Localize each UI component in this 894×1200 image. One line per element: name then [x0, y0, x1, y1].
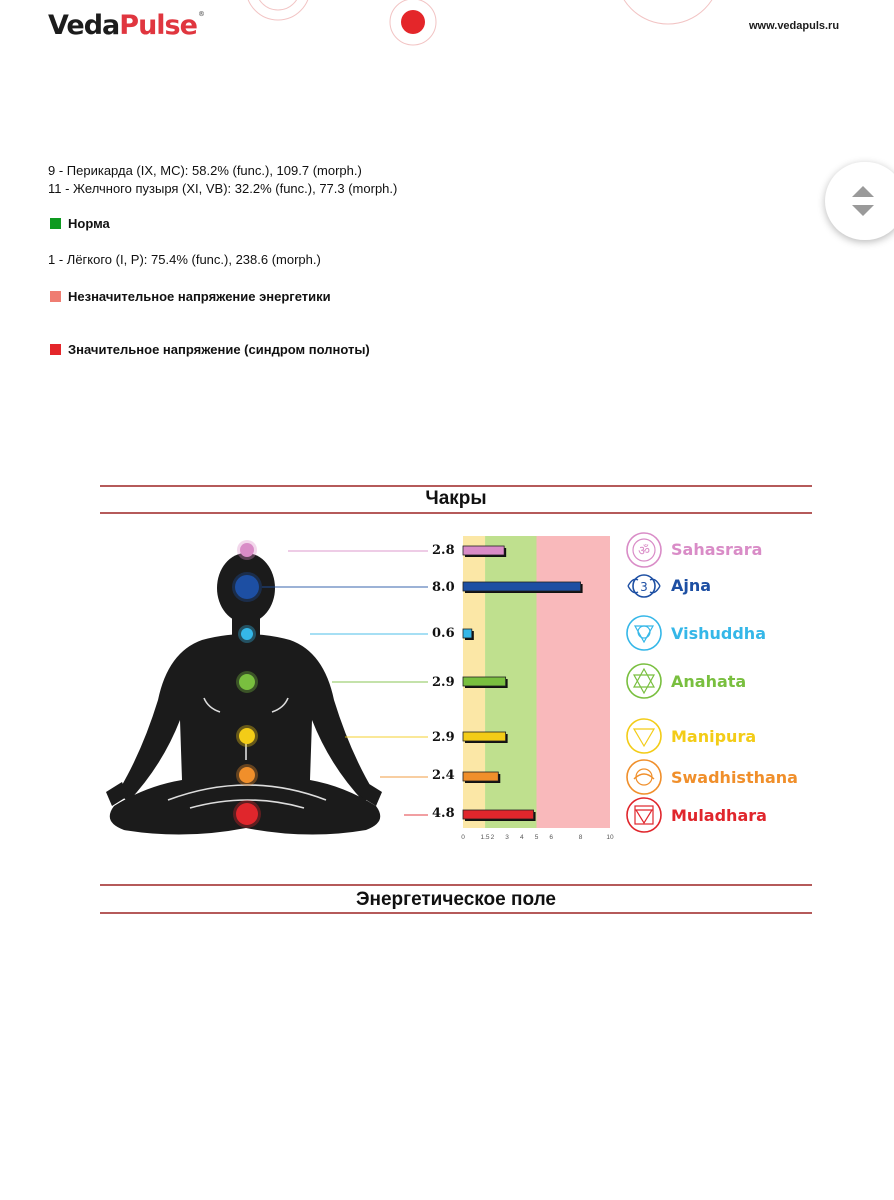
bar-ajna [463, 582, 581, 591]
meridian-line-pericardium: 9 - Перикарда (IX, MC): 58.2% (func.), 109.7 (morph.) [48, 163, 362, 178]
x-tick-label-0: 0 [461, 834, 465, 841]
bar-swadhisthana [463, 772, 498, 781]
x-tick-label-5: 5 [534, 834, 539, 841]
bar-muladhara [463, 810, 534, 819]
chakra-dot-vishuddha [241, 628, 253, 640]
value-label-vishuddha: 0.6 [432, 626, 455, 641]
scroll-control[interactable] [825, 162, 894, 240]
vishuddha-icon [624, 613, 664, 653]
manipura-icon [624, 716, 664, 756]
bar-manipura [463, 732, 506, 741]
zone-band-2 [537, 536, 611, 828]
x-tick-label-6: 6 [549, 834, 554, 841]
anahata-icon [624, 661, 664, 701]
energy-rule-bottom [100, 912, 812, 914]
x-tick-label-2: 2 [490, 834, 495, 841]
chakra-name-muladhara: Muladhara [671, 806, 767, 825]
value-label-swadhisthana: 2.4 [432, 768, 455, 783]
bar-sahasrara [463, 546, 504, 555]
value-label-manipura: 2.9 [432, 730, 455, 745]
chakra-name-vishuddha: Vishuddha [671, 624, 766, 643]
svg-text:3: 3 [640, 580, 648, 594]
value-label-ajna: 8.0 [432, 580, 455, 595]
bar-vishuddha [463, 629, 472, 638]
ajna-icon [624, 566, 664, 606]
chakra-name-manipura: Manipura [671, 727, 757, 746]
energy-rule-top [100, 884, 812, 886]
x-tick-label-8: 10 [606, 834, 614, 841]
chakra-dot-muladhara [236, 803, 258, 825]
muladhara-icon [624, 795, 664, 835]
chakra-dot-ajna [235, 575, 259, 599]
site-url[interactable]: www.vedapuls.ru [749, 20, 840, 32]
chakra-dot-sahasrara [240, 543, 254, 557]
value-label-sahasrara: 2.8 [432, 543, 455, 558]
chakra-dot-manipura [239, 728, 255, 744]
vedapulse-logo: VedaPulse® [48, 10, 204, 41]
legend-minor-tension: Незначительное напряжение энергетики [50, 289, 331, 304]
bar-anahata [463, 677, 506, 686]
sahasrara-icon [624, 530, 664, 570]
chakra-dot-anahata [239, 674, 255, 690]
chakra-name-swadhisthana: Swadhisthana [671, 768, 798, 787]
energy-field-title: Энергетическое поле [355, 889, 556, 910]
value-label-anahata: 2.9 [432, 675, 455, 690]
meridian-line-lung: 1 - Лёгкого (I, P): 75.4% (func.), 238.6 (morph.) [48, 252, 321, 267]
x-tick-label-7: 8 [578, 834, 583, 841]
legend-major-tension: Значительное напряжение (синдром полноты) [50, 342, 370, 357]
svg-text:ॐ: ॐ [638, 544, 650, 559]
legend-norm: Норма [50, 216, 110, 231]
chakra-name-sahasrara: Sahasrara [671, 540, 763, 559]
x-tick-label-3: 3 [505, 834, 509, 841]
x-tick-label-1: 1.5 [480, 834, 490, 841]
chakras-title: Чакры [425, 488, 487, 509]
meridian-line-gallbladder: 11 - Желчного пузыря (XI, VB): 32.2% (func.), 77.3 (morph.) [48, 181, 398, 196]
value-label-muladhara: 4.8 [432, 806, 455, 821]
scroll-arrows-icon[interactable] [852, 186, 874, 216]
x-tick-label-4: 4 [519, 834, 524, 841]
chakra-name-ajna: Ajna [671, 576, 712, 595]
swadhisthana-icon [624, 757, 664, 797]
chakra-name-anahata: Anahata [671, 672, 747, 691]
chakra-dot-swadhisthana [239, 767, 255, 783]
